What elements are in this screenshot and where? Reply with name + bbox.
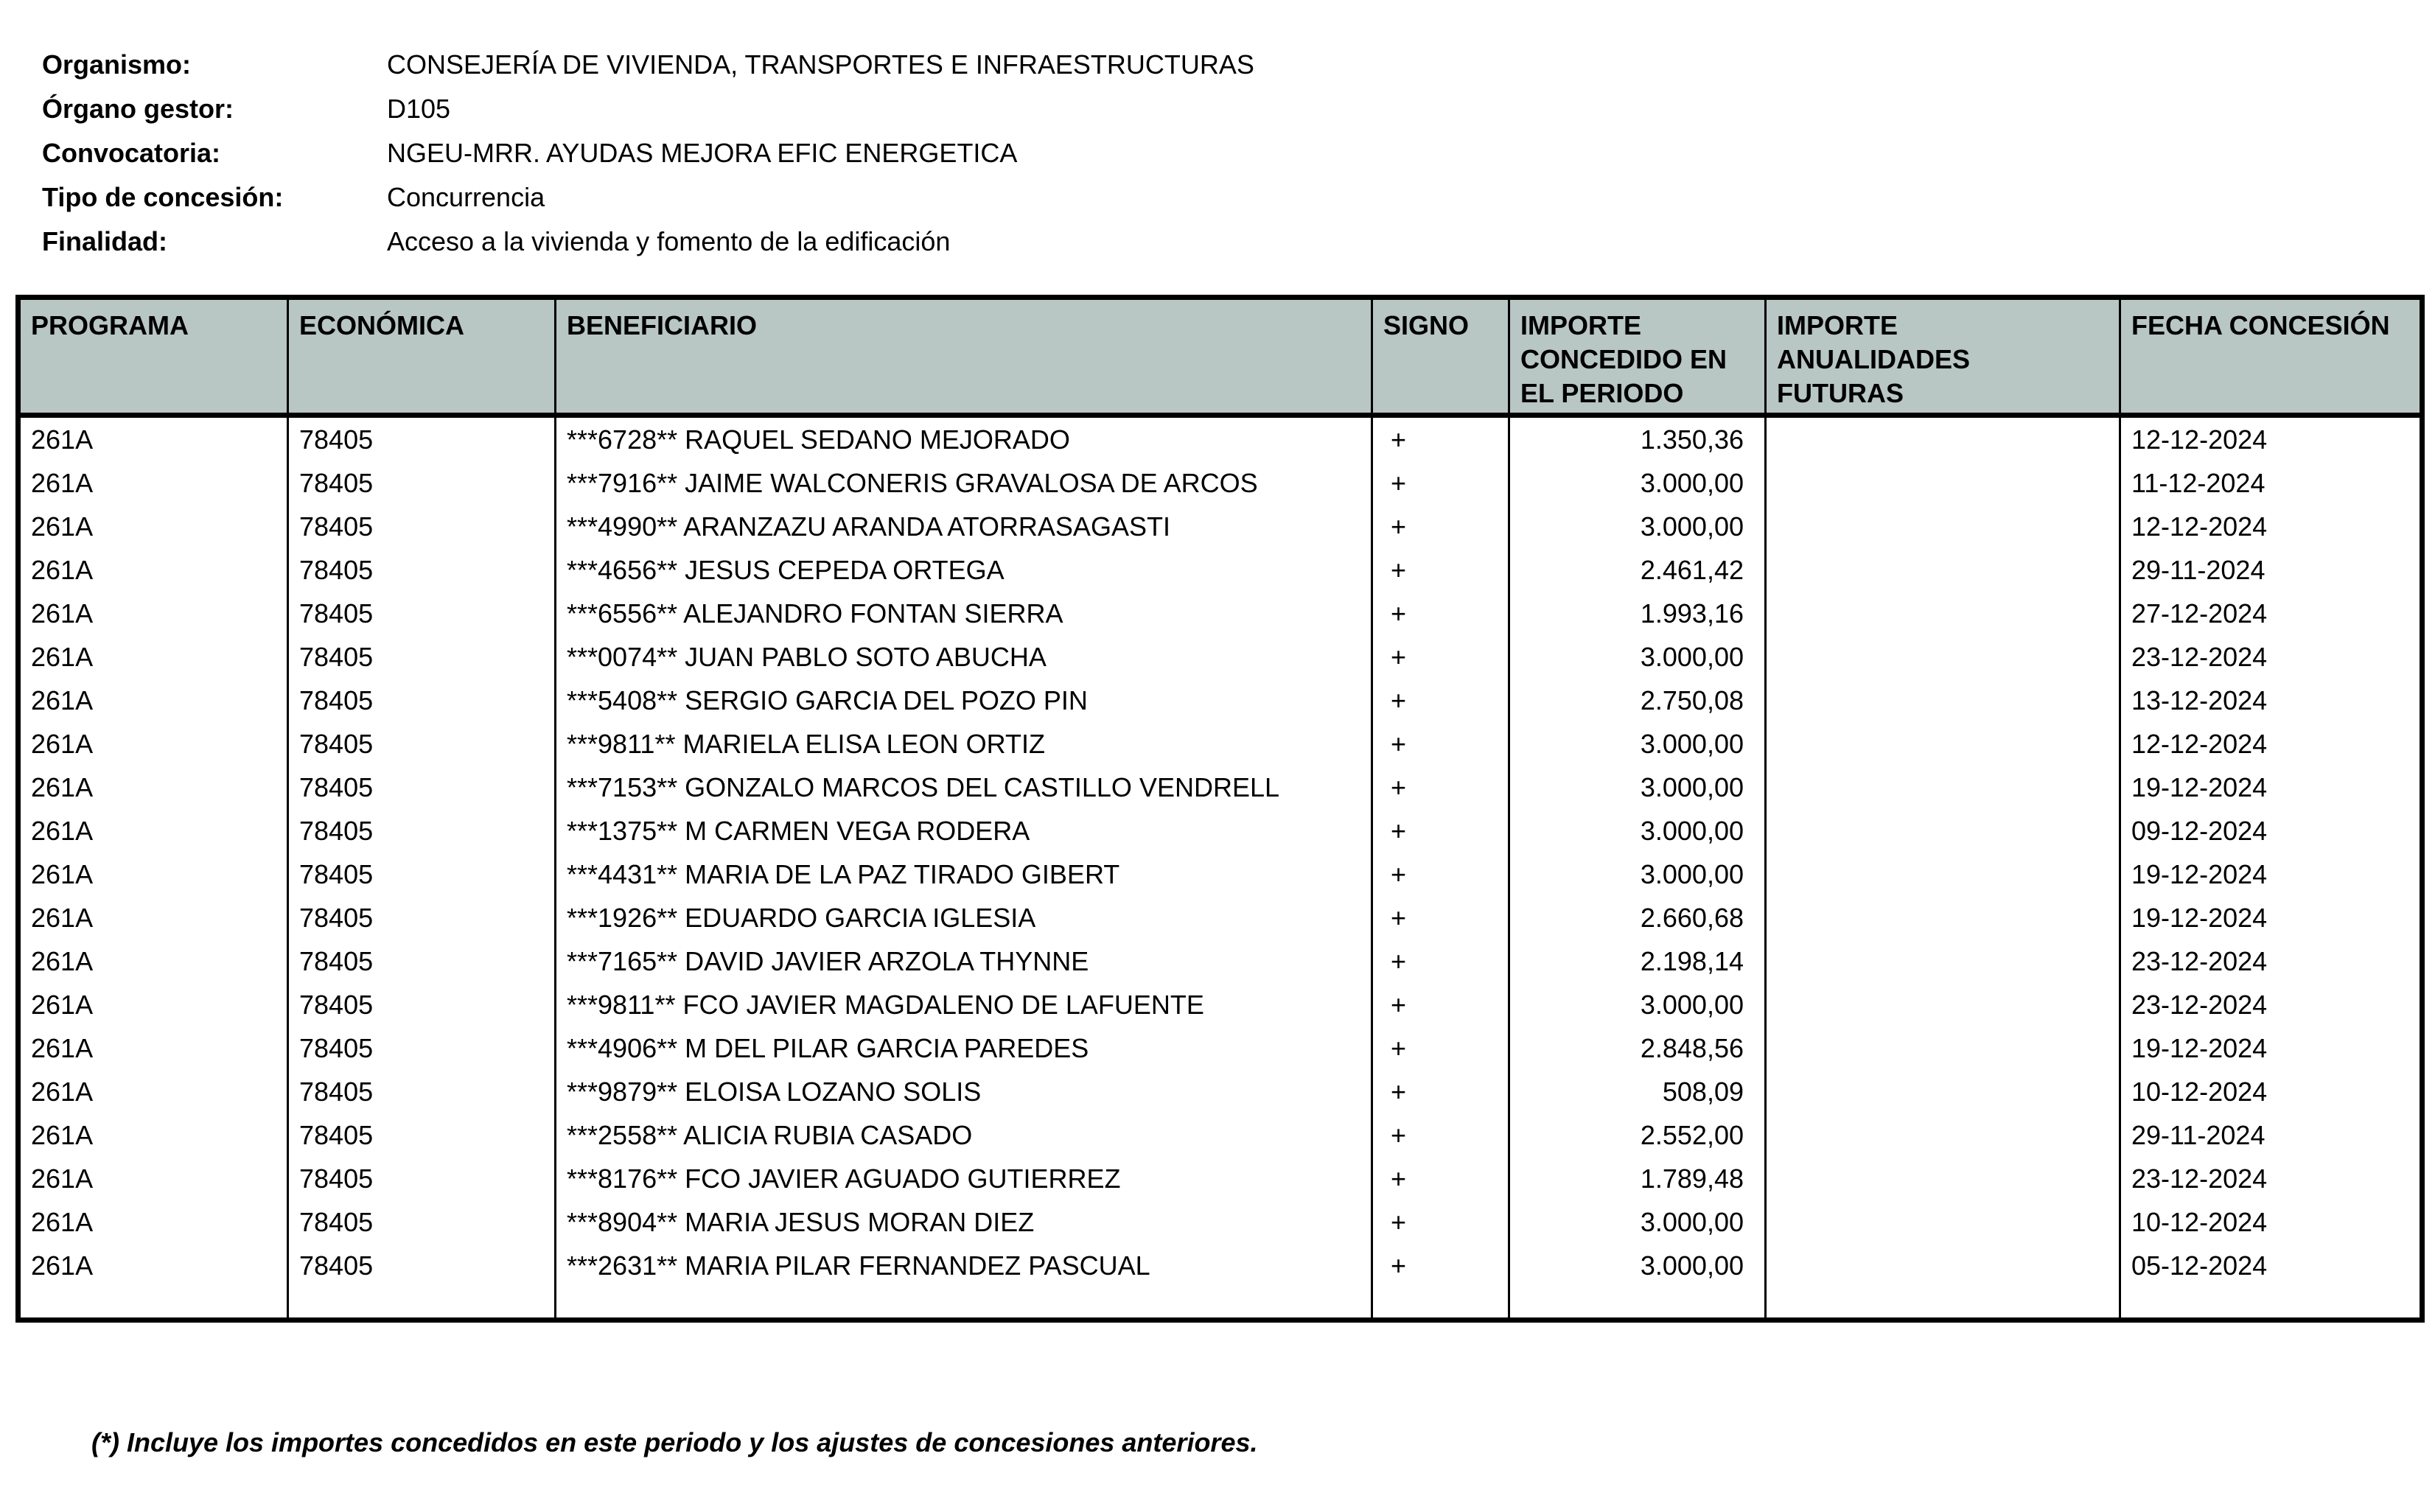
table-row bbox=[21, 418, 2420, 461]
cell-economica: 78405 bbox=[289, 1244, 556, 1287]
cell-programa: 261A bbox=[21, 1157, 289, 1200]
cell-beneficiario: ***2631** MARIA PILAR FERNANDEZ PASCUAL bbox=[556, 1244, 1373, 1287]
cell-programa: 261A bbox=[21, 896, 289, 939]
column-header-signo bbox=[1373, 300, 1510, 418]
cell-beneficiario: ***7153** GONZALO MARCOS DEL CASTILLO VENDRELL bbox=[556, 766, 1373, 809]
cell-signo: + bbox=[1373, 418, 1510, 461]
meta-row bbox=[42, 175, 1811, 220]
cell-fecha-concesion: 27-12-2024 bbox=[2131, 598, 2268, 629]
cell-fecha-concesion: 11-12-2024 bbox=[2131, 467, 2265, 498]
cell-importe-periodo: 1.789,48 bbox=[1510, 1157, 1767, 1200]
cell-importe-periodo: 2.552,00 bbox=[1510, 1113, 1767, 1157]
cell-programa: 261A bbox=[21, 592, 289, 635]
cell-programa: 261A bbox=[21, 766, 289, 809]
table-row bbox=[21, 1244, 2420, 1287]
cell-programa: 261A bbox=[21, 461, 289, 505]
cell-economica: 78405 bbox=[289, 853, 556, 896]
cell-importe-periodo: 3.000,00 bbox=[1510, 505, 1767, 548]
cell-beneficiario: ***9811** FCO JAVIER MAGDALENO DE LAFUENTE bbox=[556, 983, 1373, 1026]
cell-importe-periodo: 2.848,56 bbox=[1510, 1026, 1767, 1070]
cell-economica: 78405 bbox=[289, 1200, 556, 1244]
table-row bbox=[21, 1157, 2420, 1200]
cell-importe-periodo: 2.461,42 bbox=[1510, 548, 1767, 592]
table-row bbox=[21, 1026, 2420, 1070]
cell-programa: 261A bbox=[21, 809, 289, 853]
meta-label: Finalidad: bbox=[42, 226, 167, 256]
cell-fecha-concesion: 19-12-2024 bbox=[2131, 858, 2268, 889]
cell-fecha-concesion: 23-12-2024 bbox=[2131, 641, 2268, 672]
meta-row bbox=[42, 43, 1811, 87]
cell-fecha-concesion: 23-12-2024 bbox=[2131, 1163, 2268, 1194]
table-row bbox=[21, 809, 2420, 853]
column-header-label: SIGNO bbox=[1383, 310, 1470, 340]
cell-economica: 78405 bbox=[289, 896, 556, 939]
table-row bbox=[21, 1070, 2420, 1113]
cell-programa: 261A bbox=[21, 939, 289, 983]
cell-importe-anualidades bbox=[1767, 1200, 2121, 1244]
cell-economica: 78405 bbox=[289, 1070, 556, 1113]
cell-signo: + bbox=[1373, 592, 1510, 635]
table-row bbox=[21, 766, 2420, 809]
table-row bbox=[21, 548, 2420, 592]
meta-label: Convocatoria: bbox=[42, 138, 221, 168]
cell-programa: 261A bbox=[21, 722, 289, 766]
cell-fecha-concesion: 29-11-2024 bbox=[2131, 554, 2265, 585]
table-row bbox=[21, 1113, 2420, 1157]
cell-fecha-concesion: 09-12-2024 bbox=[2131, 815, 2268, 846]
cell-importe-periodo: 2.750,08 bbox=[1510, 679, 1767, 722]
cell-beneficiario: ***7916** JAIME WALCONERIS GRAVALOSA DE ARCOS bbox=[556, 461, 1373, 505]
cell-signo: + bbox=[1373, 1200, 1510, 1244]
meta-label: Órgano gestor: bbox=[42, 94, 234, 124]
meta-row bbox=[42, 131, 1811, 175]
column-header-label: ECONÓMICA bbox=[299, 310, 464, 340]
filler-row bbox=[21, 1287, 2420, 1317]
cell-importe-anualidades bbox=[1767, 853, 2121, 896]
cell-signo: + bbox=[1373, 461, 1510, 505]
cell-programa: 261A bbox=[21, 505, 289, 548]
cell-economica: 78405 bbox=[289, 418, 556, 461]
cell-programa: 261A bbox=[21, 635, 289, 679]
cell-signo: + bbox=[1373, 722, 1510, 766]
cell-economica: 78405 bbox=[289, 461, 556, 505]
cell-importe-anualidades bbox=[1767, 548, 2121, 592]
cell-signo: + bbox=[1373, 1026, 1510, 1070]
cell-fecha-concesion: 29-11-2024 bbox=[2131, 1119, 2265, 1150]
cell-programa: 261A bbox=[21, 548, 289, 592]
cell-importe-anualidades bbox=[1767, 722, 2121, 766]
table-row bbox=[21, 461, 2420, 505]
column-header-importe bbox=[1510, 300, 1767, 418]
cell-beneficiario: ***8176** FCO JAVIER AGUADO GUTIERREZ bbox=[556, 1157, 1373, 1200]
cell-beneficiario: ***9879** ELOISA LOZANO SOLIS bbox=[556, 1070, 1373, 1113]
cell-importe-anualidades bbox=[1767, 505, 2121, 548]
cell-importe-anualidades bbox=[1767, 1244, 2121, 1287]
cell-beneficiario: ***0074** JUAN PABLO SOTO ABUCHA bbox=[556, 635, 1373, 679]
column-header-fecha bbox=[2121, 300, 2420, 418]
cell-fecha-concesion: 19-12-2024 bbox=[2131, 771, 2268, 802]
column-header-label: IMPORTE CONCEDIDO EN EL PERIODO bbox=[1520, 310, 1727, 408]
column-header-programa bbox=[21, 300, 289, 418]
cell-signo: + bbox=[1373, 809, 1510, 853]
cell-fecha-concesion: 10-12-2024 bbox=[2131, 1206, 2268, 1237]
cell-importe-anualidades bbox=[1767, 809, 2121, 853]
meta-value: CONSEJERÍA DE VIVIENDA, TRANSPORTES E INFRAESTRUCTURAS bbox=[387, 49, 1254, 80]
filler-cell bbox=[1510, 1287, 1767, 1317]
column-header-economica bbox=[289, 300, 556, 418]
column-header-label: IMPORTE ANUALIDADES FUTURAS bbox=[1777, 310, 1971, 408]
cell-importe-periodo: 508,09 bbox=[1510, 1070, 1767, 1113]
cell-importe-anualidades bbox=[1767, 983, 2121, 1026]
table-row bbox=[21, 679, 2420, 722]
cell-importe-periodo: 1.993,16 bbox=[1510, 592, 1767, 635]
cell-programa: 261A bbox=[21, 1113, 289, 1157]
cell-signo: + bbox=[1373, 505, 1510, 548]
cell-beneficiario: ***4906** M DEL PILAR GARCIA PAREDES bbox=[556, 1026, 1373, 1070]
cell-importe-anualidades bbox=[1767, 461, 2121, 505]
cell-importe-periodo: 3.000,00 bbox=[1510, 1244, 1767, 1287]
cell-signo: + bbox=[1373, 939, 1510, 983]
meta-value: Acceso a la vivienda y fomento de la edificación bbox=[387, 226, 951, 256]
cell-importe-anualidades bbox=[1767, 418, 2121, 461]
column-header-beneficiario bbox=[556, 300, 1373, 418]
table-row bbox=[21, 853, 2420, 896]
table-row bbox=[21, 722, 2420, 766]
cell-importe-anualidades bbox=[1767, 679, 2121, 722]
cell-fecha-concesion: 19-12-2024 bbox=[2131, 1032, 2268, 1063]
cell-importe-periodo: 3.000,00 bbox=[1510, 1200, 1767, 1244]
cell-importe-periodo: 3.000,00 bbox=[1510, 722, 1767, 766]
document-meta bbox=[42, 43, 1811, 264]
cell-importe-anualidades bbox=[1767, 1157, 2121, 1200]
column-header-label: FECHA CONCESIÓN bbox=[2131, 310, 2390, 340]
cell-importe-periodo: 3.000,00 bbox=[1510, 766, 1767, 809]
cell-importe-anualidades bbox=[1767, 1070, 2121, 1113]
cell-beneficiario: ***6556** ALEJANDRO FONTAN SIERRA bbox=[556, 592, 1373, 635]
cell-beneficiario: ***6728** RAQUEL SEDANO MEJORADO bbox=[556, 418, 1373, 461]
cell-fecha-concesion: 05-12-2024 bbox=[2131, 1250, 2268, 1281]
cell-importe-periodo: 3.000,00 bbox=[1510, 809, 1767, 853]
cell-importe-periodo: 1.350,36 bbox=[1510, 418, 1767, 461]
cell-fecha-concesion: 23-12-2024 bbox=[2131, 945, 2268, 976]
cell-beneficiario: ***1926** EDUARDO GARCIA IGLESIA bbox=[556, 896, 1373, 939]
meta-label: Organismo: bbox=[42, 49, 192, 80]
cell-importe-periodo: 3.000,00 bbox=[1510, 983, 1767, 1026]
cell-programa: 261A bbox=[21, 853, 289, 896]
cell-fecha-concesion: 10-12-2024 bbox=[2131, 1076, 2268, 1107]
cell-beneficiario: ***9811** MARIELA ELISA LEON ORTIZ bbox=[556, 722, 1373, 766]
cell-economica: 78405 bbox=[289, 809, 556, 853]
cell-economica: 78405 bbox=[289, 1026, 556, 1070]
cell-fecha-concesion: 12-12-2024 bbox=[2131, 424, 2268, 455]
cell-signo: + bbox=[1373, 1244, 1510, 1287]
table-row bbox=[21, 592, 2420, 635]
cell-importe-anualidades bbox=[1767, 766, 2121, 809]
table-row bbox=[21, 983, 2420, 1026]
cell-beneficiario: ***4431** MARIA DE LA PAZ TIRADO GIBERT bbox=[556, 853, 1373, 896]
meta-row bbox=[42, 220, 1811, 264]
cell-importe-anualidades bbox=[1767, 1113, 2121, 1157]
cell-fecha-concesion: 13-12-2024 bbox=[2131, 685, 2268, 715]
cell-economica: 78405 bbox=[289, 766, 556, 809]
cell-programa: 261A bbox=[21, 679, 289, 722]
cell-fecha-concesion: 19-12-2024 bbox=[2131, 902, 2268, 933]
cell-programa: 261A bbox=[21, 1070, 289, 1113]
cell-importe-periodo: 3.000,00 bbox=[1510, 461, 1767, 505]
grants-table-header bbox=[21, 300, 2420, 418]
cell-economica: 78405 bbox=[289, 679, 556, 722]
cell-beneficiario: ***7165** DAVID JAVIER ARZOLA THYNNE bbox=[556, 939, 1373, 983]
cell-economica: 78405 bbox=[289, 1113, 556, 1157]
cell-economica: 78405 bbox=[289, 983, 556, 1026]
cell-economica: 78405 bbox=[289, 592, 556, 635]
table-row bbox=[21, 505, 2420, 548]
cell-programa: 261A bbox=[21, 983, 289, 1026]
cell-fecha-concesion: 12-12-2024 bbox=[2131, 728, 2268, 759]
cell-importe-anualidades bbox=[1767, 1026, 2121, 1070]
column-header-label: BENEFICIARIO bbox=[567, 310, 758, 340]
cell-importe-anualidades bbox=[1767, 635, 2121, 679]
cell-signo: + bbox=[1373, 548, 1510, 592]
meta-value: NGEU-MRR. AYUDAS MEJORA EFIC ENERGETICA bbox=[387, 138, 1018, 168]
cell-signo: + bbox=[1373, 853, 1510, 896]
meta-row bbox=[42, 87, 1811, 131]
cell-signo: + bbox=[1373, 679, 1510, 722]
cell-importe-anualidades bbox=[1767, 896, 2121, 939]
cell-signo: + bbox=[1373, 635, 1510, 679]
table-row bbox=[21, 635, 2420, 679]
cell-beneficiario: ***5408** SERGIO GARCIA DEL POZO PIN bbox=[556, 679, 1373, 722]
cell-signo: + bbox=[1373, 1157, 1510, 1200]
cell-beneficiario: ***1375** M CARMEN VEGA RODERA bbox=[556, 809, 1373, 853]
cell-economica: 78405 bbox=[289, 939, 556, 983]
cell-beneficiario: ***2558** ALICIA RUBIA CASADO bbox=[556, 1113, 1373, 1157]
cell-signo: + bbox=[1373, 896, 1510, 939]
cell-importe-periodo: 3.000,00 bbox=[1510, 635, 1767, 679]
cell-signo: + bbox=[1373, 766, 1510, 809]
cell-programa: 261A bbox=[21, 1244, 289, 1287]
meta-value: Concurrencia bbox=[387, 182, 545, 212]
cell-importe-periodo: 2.198,14 bbox=[1510, 939, 1767, 983]
cell-beneficiario: ***4656** JESUS CEPEDA ORTEGA bbox=[556, 548, 1373, 592]
filler-cell bbox=[1373, 1287, 1510, 1317]
filler-cell bbox=[2121, 1287, 2420, 1317]
footnote: (*) Incluye los importes concedidos en este periodo y los ajustes de concesiones anteriores. bbox=[91, 1427, 1258, 1457]
cell-signo: + bbox=[1373, 983, 1510, 1026]
table-row bbox=[21, 896, 2420, 939]
filler-cell bbox=[21, 1287, 289, 1317]
table-row bbox=[21, 1200, 2420, 1244]
cell-beneficiario: ***4990** ARANZAZU ARANDA ATORRASAGASTI bbox=[556, 505, 1373, 548]
cell-economica: 78405 bbox=[289, 722, 556, 766]
cell-importe-periodo: 2.660,68 bbox=[1510, 896, 1767, 939]
column-header-anualidades bbox=[1767, 300, 2121, 418]
cell-programa: 261A bbox=[21, 418, 289, 461]
cell-signo: + bbox=[1373, 1070, 1510, 1113]
cell-fecha-concesion: 23-12-2024 bbox=[2131, 989, 2268, 1020]
cell-programa: 261A bbox=[21, 1026, 289, 1070]
filler-cell bbox=[289, 1287, 556, 1317]
cell-importe-periodo: 3.000,00 bbox=[1510, 853, 1767, 896]
column-header-label: PROGRAMA bbox=[31, 310, 189, 340]
meta-value: D105 bbox=[387, 94, 451, 124]
cell-economica: 78405 bbox=[289, 635, 556, 679]
cell-fecha-concesion: 12-12-2024 bbox=[2131, 511, 2268, 542]
cell-importe-anualidades bbox=[1767, 592, 2121, 635]
meta-label: Tipo de concesión: bbox=[42, 182, 284, 212]
cell-signo: + bbox=[1373, 1113, 1510, 1157]
cell-economica: 78405 bbox=[289, 505, 556, 548]
cell-economica: 78405 bbox=[289, 548, 556, 592]
cell-beneficiario: ***8904** MARIA JESUS MORAN DIEZ bbox=[556, 1200, 1373, 1244]
cell-programa: 261A bbox=[21, 1200, 289, 1244]
grants-table bbox=[15, 295, 2425, 1323]
filler-cell bbox=[556, 1287, 1373, 1317]
cell-economica: 78405 bbox=[289, 1157, 556, 1200]
filler-cell bbox=[1767, 1287, 2121, 1317]
cell-importe-anualidades bbox=[1767, 939, 2121, 983]
table-row bbox=[21, 939, 2420, 983]
